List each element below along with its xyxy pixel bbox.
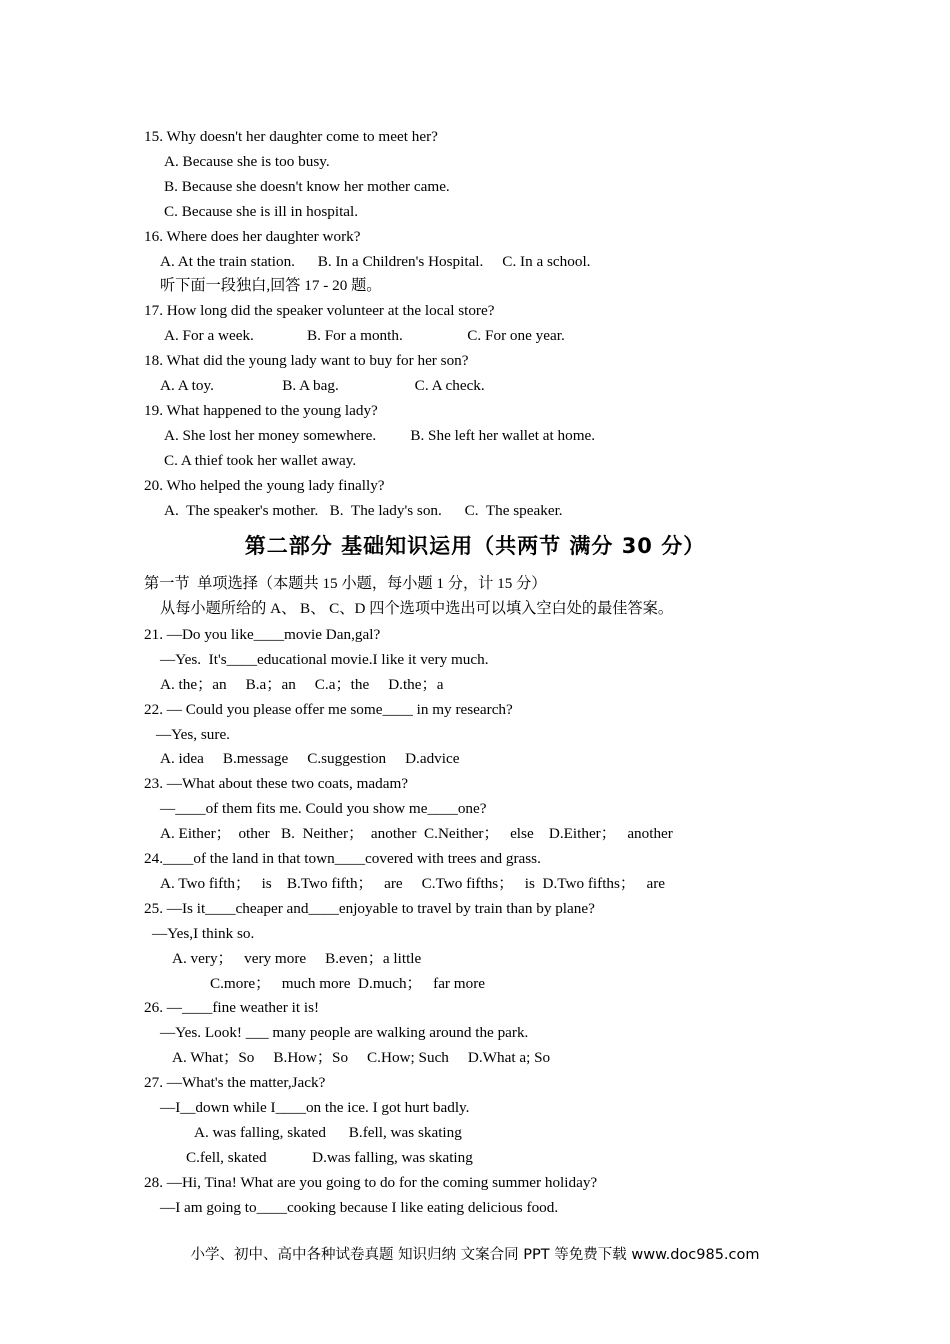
q22-options: A. idea B.message C.suggestion D.advice bbox=[160, 750, 460, 767]
q27-reply: —I__down while I____on the ice. I got hurt badly. bbox=[160, 1099, 470, 1116]
q18-options: A. A toy. B. A bag. C. A check. bbox=[160, 377, 485, 394]
q27-options-cd: C.fell, skated D.was falling, was skating bbox=[186, 1149, 473, 1166]
section-instruction: 从每小题所给的 A、 B、 C、D 四个选项中选出可以填入空白处的最佳答案。 bbox=[160, 600, 674, 617]
q21-stem: 21. —Do you like____movie Dan,gal? bbox=[144, 626, 381, 643]
q19-option-c: C. A thief took her wallet away. bbox=[164, 452, 357, 469]
q26-reply: —Yes. Look! ___ many people are walking around the park. bbox=[160, 1024, 529, 1041]
q15-option-c: C. Because she is ill in hospital. bbox=[164, 203, 359, 220]
q25-stem: 25. —Is it____cheaper and____enjoyable to travel by train than by plane? bbox=[144, 900, 595, 917]
q25-options-ab: A. very； very more B.even；a little bbox=[172, 950, 422, 967]
q20-options: A. The speaker's mother. B. The lady's son. C. The speaker. bbox=[164, 502, 563, 519]
q21-reply: —Yes. It's____educational movie.I like it very much. bbox=[160, 651, 489, 668]
q22-reply: —Yes, sure. bbox=[156, 726, 230, 743]
section-heading: 第二部分 基础知识运用（共两节 满分 30 分） bbox=[244, 534, 706, 558]
q23-reply: —____of them fits me. Could you show me____one? bbox=[160, 800, 487, 817]
q16-options: A. At the train station. B. In a Children's Hospital. C. In a school. bbox=[160, 253, 591, 270]
q27-stem: 27. —What's the matter,Jack? bbox=[144, 1074, 326, 1091]
q21-options: A. the；an B.a；an C.a；the D.the；a bbox=[160, 676, 444, 693]
q19-options-ab: A. She lost her money somewhere. B. She left her wallet at home. bbox=[164, 427, 596, 444]
q20-stem: 20. Who helped the young lady finally? bbox=[144, 477, 385, 494]
q24-stem: 24.____of the land in that town____covered with trees and grass. bbox=[144, 850, 541, 867]
q19-stem: 19. What happened to the young lady? bbox=[144, 402, 378, 419]
page-footer: 小学、初中、高中各种试卷真题 知识归纳 文案合同 PPT 等免费下载 www.doc985.com bbox=[190, 1247, 760, 1263]
q28-reply: —I am going to____cooking because I like eating delicious food. bbox=[160, 1199, 559, 1216]
q16-stem: 16. Where does her daughter work? bbox=[144, 228, 361, 245]
q25-reply: —Yes,I think so. bbox=[152, 925, 255, 942]
q15-option-b: B. Because she doesn't know her mother came. bbox=[164, 178, 450, 195]
q22-stem: 22. — Could you please offer me some____ in my research? bbox=[144, 701, 513, 718]
q15-option-a: A. Because she is too busy. bbox=[164, 153, 330, 170]
q27-options-ab: A. was falling, skated B.fell, was skating bbox=[194, 1124, 462, 1141]
q26-options: A. What；So B.How；So C.How; Such D.What a; So bbox=[172, 1049, 551, 1066]
q26-stem: 26. —____fine weather it is! bbox=[144, 999, 320, 1016]
q23-options: A. Either； other B. Neither； another C.Neither； else D.Either； another bbox=[160, 825, 673, 842]
q25-options-cd: C.more； much more D.much； far more bbox=[210, 975, 485, 992]
q18-stem: 18. What did the young lady want to buy for her son? bbox=[144, 352, 469, 369]
q17-options: A. For a week. B. For a month. C. For one year. bbox=[164, 327, 565, 344]
q15-stem: 15. Why doesn't her daughter come to meet her? bbox=[144, 128, 438, 145]
q24-options: A. Two fifth； is B.Two fifth； are C.Two fifths； is D.Two fifths； are bbox=[160, 875, 666, 892]
q28-stem: 28. —Hi, Tina! What are you going to do for the coming summer holiday? bbox=[144, 1174, 598, 1191]
listening-instruction: 听下面一段独白,回答 17 - 20 题。 bbox=[160, 277, 382, 294]
q23-stem: 23. —What about these two coats, madam? bbox=[144, 775, 409, 792]
section-subheading: 第一节 单项选择（本题共 15 小题，每小题 1 分，计 15 分） bbox=[144, 575, 547, 592]
q17-stem: 17. How long did the speaker volunteer at the local store? bbox=[144, 302, 495, 319]
